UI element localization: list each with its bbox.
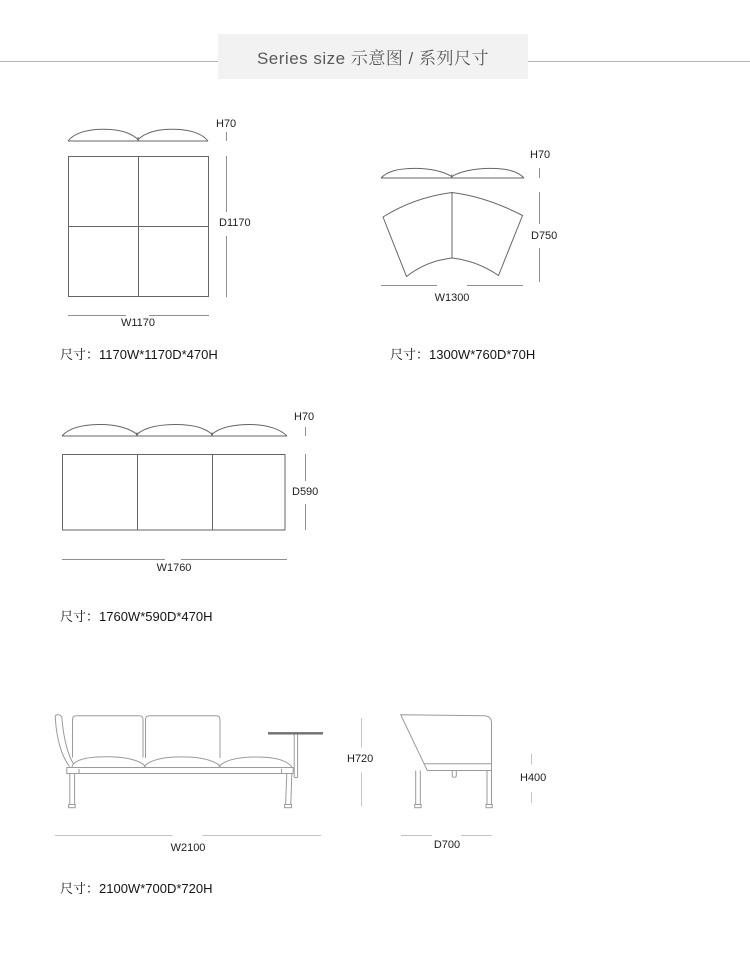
curved-bench-drawing [381,168,524,276]
curved-bench-width-dim-label: W1300 [434,292,470,304]
three-seat-bench-dimension-lines [62,427,306,560]
curved-bench-dimension-lines [381,168,540,286]
end-view-height-dim-label: H400 [520,772,547,784]
ottoman-size-caption: 尺寸：1170W*1170D*470H [60,347,218,362]
curved-bench-depth-dim-label: D750 [531,230,558,242]
end-view-depth-dim-label: D700 [433,839,461,851]
ottoman-height-dim-label: H70 [216,118,237,130]
sofa-size-caption: 尺寸：2100W*700D*720H [60,881,213,896]
sofa-side-view-dimension-lines [55,718,362,836]
sofa-end-view-drawing [401,715,493,808]
curved-bench-size-caption: 尺寸：1300W*760D*70H [390,347,536,362]
ottoman-width-dim-label: W1170 [120,317,156,329]
bench-height-dim-label: H70 [294,411,315,423]
three-seat-bench-drawing [62,424,287,530]
square-ottoman-drawing [68,129,209,296]
bench-depth-dim-label: D590 [292,486,319,498]
sofa-height-dim-label: H720 [347,753,374,765]
square-ottoman-dimension-lines [68,132,227,316]
sofa-width-dim-label: W2100 [170,842,206,854]
bench-width-dim-label: W1760 [156,562,192,574]
sofa-side-view-drawing [55,715,297,808]
ottoman-depth-dim-label: D1170 [219,217,251,229]
bench-size-caption: 尺寸：1760W*590D*470H [60,609,213,624]
page-title: Series size 示意图 / 系列尺寸 [256,49,490,68]
curved-bench-height-dim-label: H70 [530,149,551,161]
